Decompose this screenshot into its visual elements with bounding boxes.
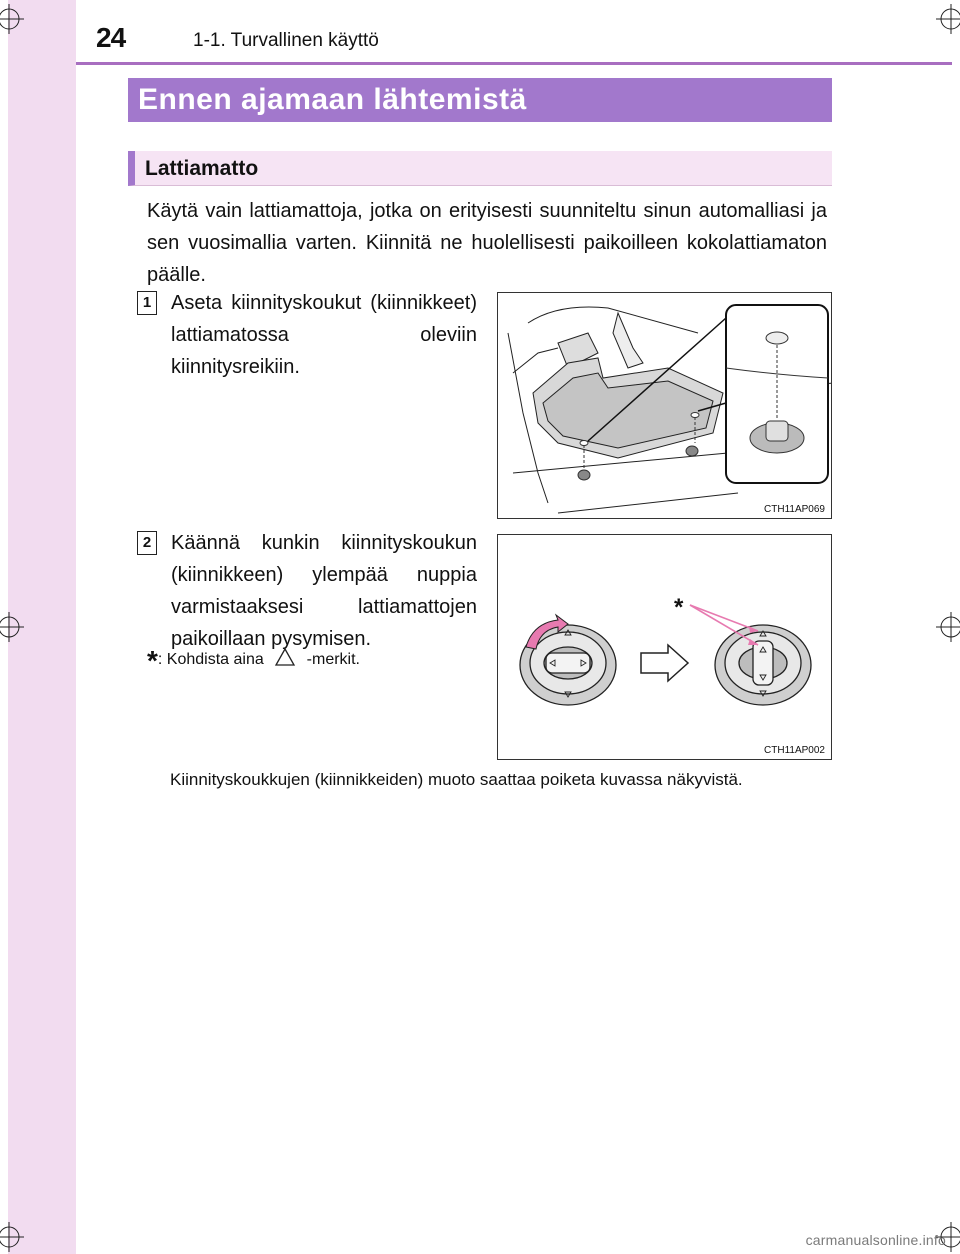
section-title: Ennen ajamaan lähtemistä	[128, 78, 832, 122]
figure-floor-mat	[497, 292, 832, 519]
registration-mark-icon	[0, 1222, 24, 1252]
figure-1-code: CTH11AP069	[764, 504, 825, 515]
step-2-badge: 2	[137, 531, 157, 555]
clip-rotation-illustration	[498, 535, 832, 760]
step-1-badge: 1	[137, 291, 157, 315]
step-2-text: Käännä kunkin kiinnityskoukun (kiinnikkeen) ylempää nuppia varmistaaksesi lattiamattojen paikoillaan pysymisen.	[171, 532, 477, 650]
floor-mat-illustration	[498, 293, 832, 519]
registration-mark-icon	[936, 612, 960, 642]
intro-paragraph: Käytä vain lattiamattoja, jotka on erityisesti suunniteltu sinun automalliasi ja sen vuosimallia varten. Kiinnitä ne huolellisesti paikoilleen kokolattiamaton päälle.	[147, 200, 827, 286]
footnote-marker: *	[147, 645, 158, 676]
chapter-title: 1-1. Turvallinen käyttö	[193, 30, 379, 51]
registration-mark-icon	[0, 4, 24, 34]
footnote-suffix: -merkit.	[306, 651, 360, 668]
page-number: 24	[96, 22, 126, 53]
figure-2-asterisk: *	[674, 594, 684, 621]
footnote-prefix: : Kohdista aina	[157, 651, 264, 668]
triangle-mark-icon	[274, 647, 296, 667]
watermark: carmanualsonline.info	[805, 1232, 946, 1248]
figure-clip-rotation	[497, 534, 832, 760]
figure-2-code: CTH11AP002	[764, 745, 825, 756]
step-1-text: Aseta kiinnityskoukut (kiinnikkeet) lattiamatossa oleviin kiinnitysreikiin.	[171, 292, 477, 378]
subsection-title: Lattiamatto	[128, 151, 832, 186]
header-rule	[76, 62, 952, 65]
registration-mark-icon	[0, 612, 24, 642]
footnote	[147, 645, 360, 676]
shape-note: Kiinnityskoukkujen (kiinnikkeiden) muoto saattaa poiketa kuvassa näkyvistä.	[170, 770, 743, 789]
registration-mark-icon	[936, 4, 960, 34]
